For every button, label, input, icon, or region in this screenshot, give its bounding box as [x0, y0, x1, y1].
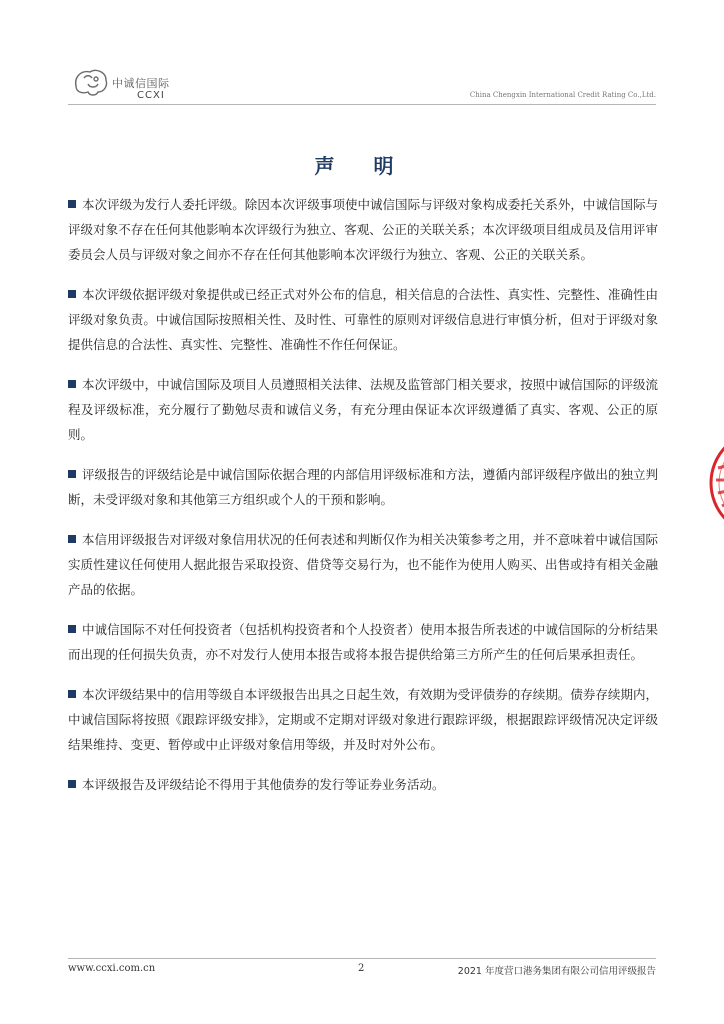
- square-bullet-icon: [68, 380, 76, 388]
- paragraph-text: 中诚信国际不对任何投资者（包括机构投资者和个人投资者）使用本报告所表述的中诚信国际的分析结果而出现的任何损失负责，亦不对发行人使用本报告或将本报告提供给第三方所产生的任何后果承担责任。: [68, 622, 658, 662]
- paragraph-text: 本评级报告及评级结论不得用于其他债券的发行等证券业务活动。: [82, 777, 445, 792]
- square-bullet-icon: [68, 690, 76, 698]
- paragraph-text: 评级报告的评级结论是中诚信国际依据合理的内部信用评级标准和方法，遵循内部评级程序做出的独立判断，未受评级对象和其他第三方组织或个人的干预和影响。: [68, 467, 658, 507]
- page-header: [0, 0, 724, 110]
- statement-content: [68, 192, 658, 812]
- statement-paragraph: [68, 462, 658, 512]
- square-bullet-icon: [68, 625, 76, 633]
- logo-chinese-name: 中诚信国际: [112, 77, 170, 90]
- paragraph-text: 本信用评级报告对评级对象信用状况的任何表述和判断仅作为相关决策参考之用，并不意味着中诚信国际实质性建议任何使用人据此报告采取投资、借贷等交易行为，也不能作为使用人购买、出售或持有相关金融产品的依据。: [68, 532, 658, 597]
- statement-paragraph: [68, 682, 658, 757]
- square-bullet-icon: [68, 200, 76, 208]
- square-bullet-icon: [68, 535, 76, 543]
- footer-divider: [68, 958, 656, 959]
- statement-paragraph: [68, 772, 658, 797]
- page-title: 声 明: [314, 154, 410, 178]
- header-divider: [68, 104, 656, 105]
- square-bullet-icon: [68, 290, 76, 298]
- paragraph-text: 本次评级中，中诚信国际及项目人员遵照相关法律、法规及监管部门相关要求，按照中诚信国际的评级流程及评级标准，充分履行了勤勉尽责和诚信义务，有充分理由保证本次评级遵循了真实、客观、公正的原则。: [68, 377, 658, 442]
- company-english-name: China Chengxin International Credit Rating Co.,Ltd.: [469, 91, 656, 99]
- square-bullet-icon: [68, 470, 76, 478]
- statement-paragraph: [68, 527, 658, 602]
- square-bullet-icon: [68, 780, 76, 788]
- paragraph-text: 本次评级为发行人委托评级。除因本次评级事项使中诚信国际与评级对象构成委托关系外，中诚信国际与评级对象不存在任何其他影响本次评级行为独立、客观、公正的关联关系；本次评级项目组成员及信用评审委员会人员与评级对象之间亦不存在任何其他影响本次评级行为独立、客观、公正的关联关系。: [68, 197, 658, 262]
- paragraph-text: 本次评级结果中的信用等级自本评级报告出具之日起生效，有效期为受评债券的存续期。债券存续期内，中诚信国际将按照《跟踪评级安排》，定期或不定期对评级对象进行跟踪评级，根据跟踪评级情况决定评级结果维持、变更、暂停或中止评级对象信用等级，并及时对外公布。: [68, 687, 658, 752]
- statement-paragraph: [68, 617, 658, 667]
- page-number: 2: [358, 963, 365, 974]
- statement-paragraph: [68, 372, 658, 447]
- logo-english-name: CCXI: [137, 90, 165, 101]
- statement-paragraph: [68, 282, 658, 357]
- red-seal-stamp-icon: [708, 418, 724, 548]
- statement-paragraph: [68, 192, 658, 267]
- paragraph-text: 本次评级依据评级对象提供或已经正式对外公布的信息，相关信息的合法性、真实性、完整性、准确性由评级对象负责。中诚信国际按照相关性、及时性、可靠性的原则对评级信息进行审慎分析，但对于评级对象提供信息的合法性、真实性、完整性、准确性不作任何保证。: [68, 287, 658, 352]
- footer-website: www.ccxi.com.cn: [68, 963, 156, 974]
- footer-report-title: 2021 年度营口港务集团有限公司信用评级报告: [457, 966, 656, 977]
